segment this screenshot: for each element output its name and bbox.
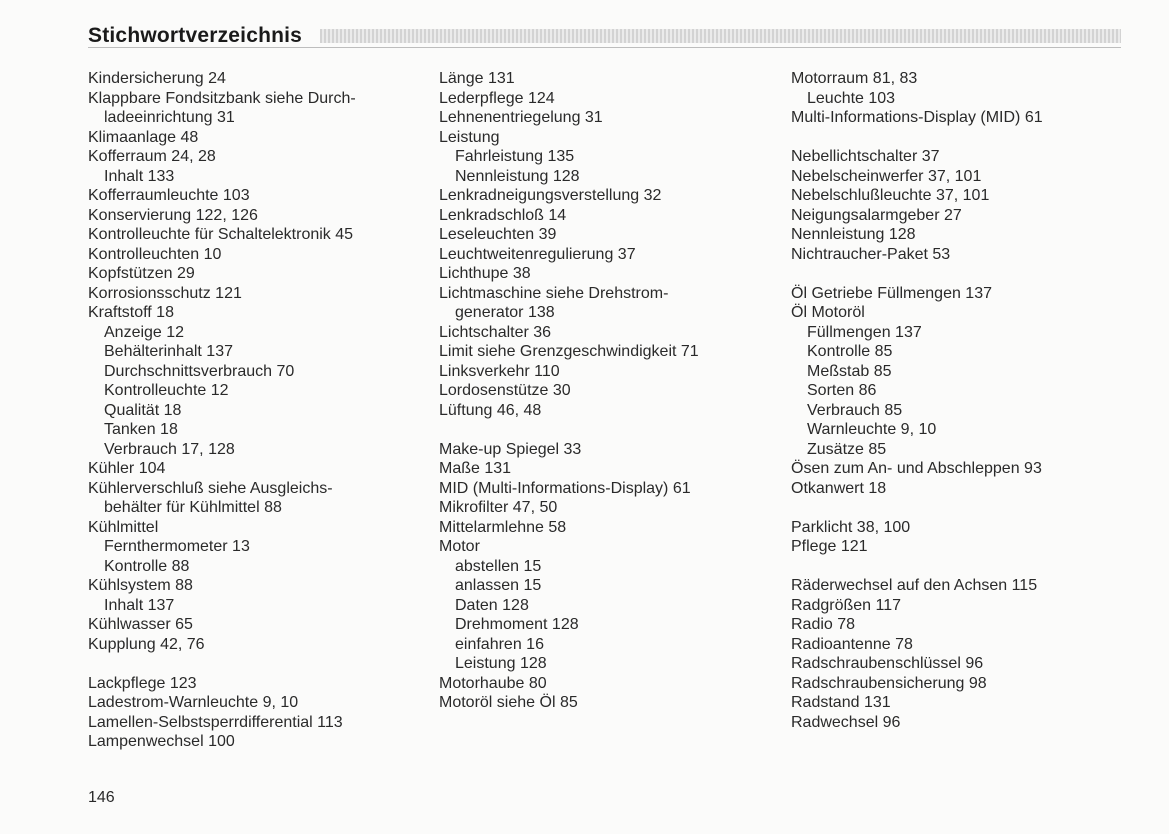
index-subentry: Meßstab 85 (807, 362, 892, 380)
index-entry: Lüftung 46, 48 (439, 401, 542, 419)
index-column-1 (88, 69, 408, 752)
group-spacer (791, 128, 1091, 148)
index-subentry: einfahren 16 (455, 635, 544, 653)
index-entry: Konservierung 122, 126 (88, 206, 258, 224)
index-entry: Maße 131 (439, 460, 512, 477)
index-subentry: Füllmengen 137 (807, 323, 922, 341)
index-entry: Ösen zum An- und Abschleppen 93 (791, 460, 1042, 477)
index-entry: Pflege 121 (791, 538, 868, 555)
index-subentry: Zusätze 85 (807, 440, 887, 458)
index-entry: Limit siehe Grenzgeschwindigkeit 71 (439, 343, 699, 360)
index-subentry: Inhalt 137 (104, 596, 175, 614)
index-entry: Lehnenentriegelung 31 (439, 109, 603, 126)
index-subentry: Verbrauch 85 (807, 401, 903, 419)
index-entry: Radstand 131 (791, 694, 891, 711)
index-subentry: Nennleistung 128 (455, 167, 580, 185)
index-entry: Nichtraucher-Paket 53 (791, 245, 951, 263)
index-entry: Kraftstoff 18 (88, 304, 174, 321)
index-entry: Motor (439, 538, 480, 555)
title-screen-bar (320, 29, 1121, 43)
index-subentry: Drehmoment 128 (455, 616, 579, 633)
index-entry: Linksverkehr 110 (439, 362, 560, 380)
index-subentry: Durchschnittsverbrauch 70 (104, 362, 295, 380)
group-spacer (439, 420, 769, 440)
index-entry: Kofferraum 24, 28 (88, 148, 216, 165)
index-entry: Nebelscheinwerfer 37, 101 (791, 167, 982, 185)
index-subentry: Tanken 18 (104, 421, 178, 438)
index-entry: Öl Getriebe Füllmengen 137 (791, 284, 992, 302)
index-entry: Klimaanlage 48 (88, 128, 199, 146)
index-entry: Kühlwasser 65 (88, 616, 193, 633)
index-entry: Kontrolleuchte für Schaltelektronik 45 (88, 226, 354, 243)
index-entry: Leistung (439, 128, 500, 146)
index-subentry: behälter für Kühlmittel 88 (104, 499, 282, 516)
index-subentry: Leistung 128 (455, 655, 547, 672)
index-entry: Lackpflege 123 (88, 674, 197, 692)
index-entry: Ladestrom-Warnleuchte 9, 10 (88, 694, 299, 711)
index-subentry: Leuchte 103 (807, 89, 896, 107)
index-entry: Otkanwert 18 (791, 479, 887, 497)
index-entry: Kindersicherung 24 (88, 70, 226, 87)
index-entry: Kopfstützen 29 (88, 265, 195, 282)
index-entry: Länge 131 (439, 70, 515, 87)
index-entry: Nebelschlußleuchte 37, 101 (791, 187, 990, 204)
index-entry: Kontrolleuchten 10 (88, 245, 222, 263)
page-header (88, 24, 1121, 48)
index-subentry: Qualität 18 (104, 401, 182, 419)
index-entry: Lederpflege 124 (439, 89, 555, 107)
index-subentry: anlassen 15 (455, 577, 542, 594)
index-column-2 (439, 69, 769, 713)
index-entry: Lichthupe 38 (439, 265, 531, 282)
index-subentry: Anzeige 12 (104, 323, 185, 341)
index-entry: Parklicht 38, 100 (791, 518, 911, 536)
index-entry: Multi-Informations-Display (MID) 61 (791, 109, 1043, 126)
index-entry: Motorhaube 80 (439, 674, 547, 692)
group-spacer (791, 557, 1091, 577)
index-entry: Mittelarmlehne 58 (439, 518, 567, 536)
index-entry: Kühlmittel (88, 518, 159, 536)
index-entry: Motorraum 81, 83 (791, 70, 918, 87)
index-entry: Radio 78 (791, 616, 856, 633)
index-entry: Radwechsel 96 (791, 713, 901, 731)
index-subentry: generator 138 (455, 304, 555, 321)
index-entry: Leseleuchten 39 (439, 226, 557, 243)
title-rule (88, 47, 1121, 48)
group-spacer (88, 654, 408, 674)
index-subentry: Fahrleistung 135 (455, 148, 575, 165)
index-entry: Öl Motoröl (791, 304, 865, 321)
index-entry: Nebellichtschalter 37 (791, 148, 940, 165)
index-entry: Kofferraumleuchte 103 (88, 187, 250, 204)
group-spacer (791, 264, 1091, 284)
index-entry: Kühler 104 (88, 460, 166, 477)
index-entry: Lenkradschloß 14 (439, 206, 567, 224)
index-entry: Make-up Spiegel 33 (439, 440, 582, 458)
index-entry: MID (Multi-Informations-Display) 61 (439, 479, 691, 497)
index-subentry: ladeeinrichtung 31 (104, 109, 235, 126)
index-entry: Lamellen-Selbstsperrdifferential 113 (88, 713, 343, 731)
index-entry: Lichtmaschine siehe Drehstrom- (439, 284, 669, 302)
index-subentry: Behälterinhalt 137 (104, 343, 233, 360)
index-subentry: Warnleuchte 9, 10 (807, 421, 937, 438)
index-entry: Leuchtweitenregulierung 37 (439, 245, 636, 263)
index-entry: Mikrofilter 47, 50 (439, 499, 558, 516)
index-entry: Lordosenstütze 30 (439, 382, 571, 399)
index-entry: Radschraubenschlüssel 96 (791, 655, 984, 672)
index-entry: Radschraubensicherung 98 (791, 674, 987, 692)
index-entry: Kühlsystem 88 (88, 577, 193, 594)
index-entry: Kühlerverschluß siehe Ausgleichs- (88, 479, 333, 497)
index-subentry: Inhalt 133 (104, 167, 175, 185)
index-subentry: Daten 128 (455, 596, 529, 614)
group-spacer (791, 498, 1091, 518)
index-entry: Lenkradneigungsverstellung 32 (439, 187, 662, 204)
index-entry: Radioantenne 78 (791, 635, 913, 653)
index-subentry: abstellen 15 (455, 557, 542, 575)
index-subentry: Sorten 86 (807, 382, 877, 399)
index-subentry: Fernthermometer 13 (104, 538, 250, 555)
index-entry: Neigungsalarmgeber 27 (791, 206, 962, 224)
index-column-3 (791, 69, 1091, 732)
index-entry: Radgrößen 117 (791, 596, 901, 614)
index-subentry: Kontrolle 88 (104, 557, 190, 575)
index-entry: Lichtschalter 36 (439, 323, 552, 341)
index-subentry: Kontrolle 85 (807, 343, 893, 360)
index-entry: Klappbare Fondsitzbank siehe Durch- (88, 89, 356, 107)
index-entry: Motoröl siehe Öl 85 (439, 694, 578, 711)
index-entry: Korrosionsschutz 121 (88, 284, 242, 302)
index-entry: Kupplung 42, 76 (88, 635, 205, 653)
index-subentry: Verbrauch 17, 128 (104, 440, 235, 458)
index-entry: Lampenwechsel 100 (88, 733, 235, 750)
index-entry: Nennleistung 128 (791, 226, 916, 243)
page-number: 146 (88, 789, 115, 806)
page-title: Stichwortverzeichnis (88, 24, 303, 47)
index-entry: Räderwechsel auf den Achsen 115 (791, 577, 1038, 594)
index-subentry: Kontrolleuchte 12 (104, 382, 229, 399)
